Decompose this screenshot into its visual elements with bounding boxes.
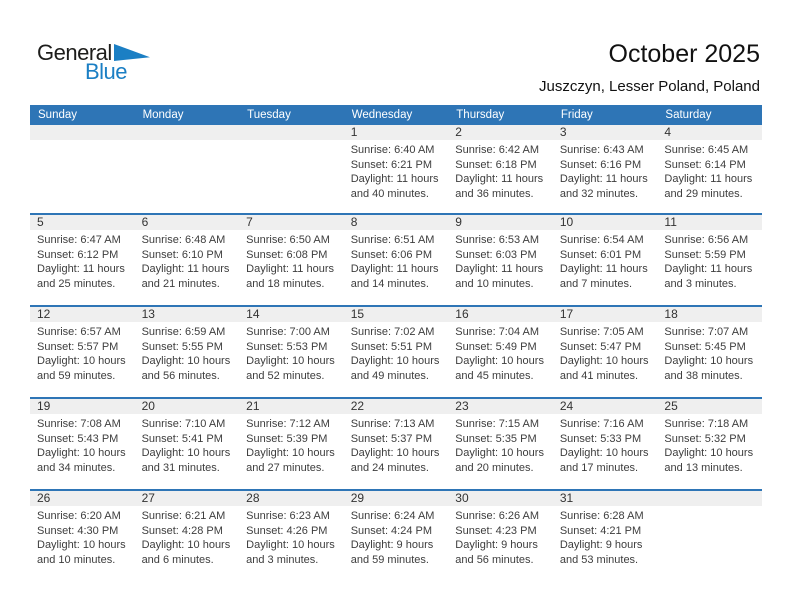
day-detail-line: and 10 minutes.: [37, 553, 116, 566]
day-detail-line: Daylight: 10 hours: [664, 447, 754, 460]
day-number: 10: [559, 215, 574, 229]
day-detail-line: Sunrise: 7:00 AM: [246, 326, 330, 338]
day-detail-line: and 59 minutes.: [350, 553, 429, 566]
empty-day-cell: [657, 506, 762, 567]
day-number: 15: [350, 307, 365, 321]
day-detail-line: Daylight: 11 hours: [350, 173, 439, 186]
day-header-wednesday: Wednesday: [351, 109, 413, 121]
empty-day-number: [657, 491, 762, 506]
day-header-tuesday: Tuesday: [247, 109, 291, 121]
day-header-friday: Friday: [560, 109, 593, 121]
day-detail-line: Sunset: 5:35 PM: [455, 432, 537, 445]
day-detail-line: Sunrise: 7:13 AM: [350, 418, 435, 430]
day-detail-line: Sunrise: 6:40 AM: [350, 144, 435, 156]
day-detail-line: and 27 minutes.: [246, 461, 325, 474]
day-detail-line: Sunset: 4:30 PM: [37, 524, 119, 537]
day-detail-line: Sunset: 6:01 PM: [559, 248, 642, 261]
day-number-band: [30, 307, 762, 322]
day-number: 29: [350, 491, 365, 505]
day-number: 6: [141, 215, 149, 229]
day-detail-line: and 40 minutes.: [350, 187, 429, 200]
day-number: 19: [37, 399, 51, 413]
day-number: 16: [455, 307, 469, 321]
day-detail-line: Sunrise: 6:45 AM: [664, 144, 749, 156]
day-cell: [344, 506, 449, 567]
logo-text-blue: Blue: [85, 59, 128, 84]
day-detail-line: Sunrise: 6:56 AM: [664, 234, 749, 246]
day-detail-line: Sunset: 5:41 PM: [141, 432, 223, 445]
day-detail-line: Sunrise: 7:04 AM: [455, 326, 540, 338]
day-detail-line: Sunrise: 7:15 AM: [455, 418, 540, 430]
day-cell: [30, 506, 135, 567]
day-cell: [448, 140, 553, 201]
day-cell: [239, 506, 344, 567]
title-block: [539, 40, 760, 95]
day-detail-line: Sunrise: 6:48 AM: [141, 234, 226, 246]
day-number: 31: [559, 491, 574, 505]
calendar-week-row: [30, 397, 762, 489]
day-detail-line: Sunset: 6:10 PM: [141, 248, 223, 261]
day-detail-line: Sunrise: 6:28 AM: [559, 510, 644, 522]
day-detail-line: Daylight: 10 hours: [246, 539, 335, 552]
day-detail-line: and 56 minutes.: [455, 553, 534, 566]
day-detail-line: Daylight: 10 hours: [141, 539, 231, 552]
day-detail-line: Sunset: 4:21 PM: [559, 524, 642, 537]
day-detail-line: Sunrise: 7:07 AM: [664, 326, 749, 338]
day-detail-line: and 18 minutes.: [246, 277, 325, 290]
day-detail-line: Daylight: 11 hours: [664, 263, 753, 276]
empty-day-number: [30, 125, 135, 140]
day-header-saturday: Saturday: [665, 109, 712, 121]
day-cell: [448, 230, 553, 291]
day-cell: [553, 506, 658, 567]
day-number: 28: [246, 491, 260, 505]
day-detail-line: Sunrise: 6:54 AM: [559, 234, 644, 246]
day-number: 17: [559, 307, 574, 321]
day-cell: [135, 230, 240, 291]
day-detail-line: Sunset: 5:59 PM: [664, 248, 746, 261]
day-detail-line: Sunrise: 6:57 AM: [37, 326, 121, 338]
month-title: October 2025: [608, 40, 760, 68]
day-detail-line: Sunset: 6:18 PM: [455, 158, 537, 171]
day-cell: [344, 230, 449, 291]
empty-day-cell: [30, 140, 135, 201]
day-number-band: [30, 399, 762, 414]
day-detail-line: and 3 minutes.: [246, 553, 319, 566]
day-detail-line: and 13 minutes.: [664, 461, 743, 474]
day-detail-line: and 25 minutes.: [37, 277, 116, 290]
day-cell: [657, 230, 762, 291]
day-detail-line: Sunset: 6:12 PM: [37, 248, 119, 261]
general-blue-logo: [37, 40, 157, 82]
day-detail-line: and 45 minutes.: [455, 369, 534, 382]
day-detail-line: Daylight: 9 hours: [559, 539, 643, 552]
day-detail-line: and 36 minutes.: [455, 187, 534, 200]
calendar-header-row: [30, 105, 762, 125]
day-number: 26: [37, 491, 51, 505]
day-detail-line: Sunrise: 6:42 AM: [455, 144, 540, 156]
day-detail-line: Sunset: 5:51 PM: [350, 340, 433, 353]
calendar-week-row: [30, 125, 762, 213]
day-number-band: [30, 215, 762, 230]
day-detail-line: Sunrise: 6:23 AM: [246, 510, 330, 522]
day-detail-line: Sunset: 5:47 PM: [559, 340, 642, 353]
day-detail-line: Daylight: 11 hours: [246, 263, 334, 276]
day-detail-line: and 32 minutes.: [559, 187, 639, 200]
day-detail-line: Sunrise: 7:05 AM: [559, 326, 644, 338]
day-detail-line: Daylight: 9 hours: [455, 539, 538, 552]
day-cell: [30, 230, 135, 291]
calendar-weeks: [30, 125, 762, 581]
day-number: 9: [455, 215, 462, 229]
day-detail-line: Sunrise: 6:51 AM: [350, 234, 435, 246]
day-detail-line: and 10 minutes.: [455, 277, 534, 290]
day-detail-line: and 31 minutes.: [141, 461, 220, 474]
day-detail-line: Daylight: 11 hours: [559, 173, 648, 186]
day-detail-line: Sunset: 5:49 PM: [455, 340, 537, 353]
day-detail-line: Sunrise: 7:18 AM: [664, 418, 749, 430]
day-detail-line: and 41 minutes.: [559, 369, 639, 382]
day-detail-line: Daylight: 11 hours: [559, 263, 648, 276]
day-cell: [553, 414, 658, 475]
calendar-week-row: [30, 489, 762, 581]
day-detail-line: Daylight: 11 hours: [141, 263, 230, 276]
day-detail-line: Sunset: 5:43 PM: [37, 432, 119, 445]
day-number: 3: [559, 125, 567, 139]
day-detail-line: Daylight: 10 hours: [246, 355, 335, 368]
day-detail-line: and 20 minutes.: [455, 461, 534, 474]
day-cell: [30, 322, 135, 383]
day-cell: [239, 414, 344, 475]
day-detail-line: Sunset: 6:16 PM: [559, 158, 642, 171]
day-detail-line: Sunrise: 6:47 AM: [37, 234, 121, 246]
day-detail-line: and 56 minutes.: [141, 369, 220, 382]
day-detail-line: Sunrise: 6:20 AM: [37, 510, 121, 522]
day-detail-line: Daylight: 10 hours: [37, 447, 126, 460]
location-subtitle: Juszczyn, Lesser Poland, Poland: [539, 78, 760, 95]
day-detail-line: Sunset: 4:23 PM: [455, 524, 537, 537]
day-cell: [239, 230, 344, 291]
day-detail-line: and 14 minutes.: [350, 277, 429, 290]
day-detail-line: and 3 minutes.: [664, 277, 737, 290]
day-cell: [657, 414, 762, 475]
day-detail-line: and 6 minutes.: [141, 553, 214, 566]
day-detail-line: Daylight: 10 hours: [141, 355, 231, 368]
day-cell: [135, 322, 240, 383]
day-detail-line: Sunset: 6:08 PM: [246, 248, 328, 261]
day-cell: [448, 506, 553, 567]
day-detail-line: Sunrise: 6:59 AM: [141, 326, 226, 338]
day-number-band: [30, 125, 762, 140]
day-detail-line: Sunrise: 6:50 AM: [246, 234, 330, 246]
day-detail-line: Sunset: 6:21 PM: [350, 158, 433, 171]
day-detail-line: and 34 minutes.: [37, 461, 116, 474]
day-cell: [135, 506, 240, 567]
day-detail-line: Daylight: 10 hours: [559, 355, 649, 368]
day-cell: [553, 140, 658, 201]
day-detail-line: Sunrise: 7:02 AM: [350, 326, 435, 338]
logo-text-general: General: [37, 40, 112, 65]
day-details-row: [30, 230, 762, 291]
day-number: 24: [559, 399, 574, 413]
day-number-band: [30, 491, 762, 506]
day-detail-line: Daylight: 11 hours: [664, 173, 753, 186]
day-number: 1: [350, 125, 358, 139]
day-detail-line: Sunrise: 7:12 AM: [246, 418, 330, 430]
day-number: 4: [664, 125, 672, 139]
day-number: 27: [141, 491, 155, 505]
day-number: 12: [37, 307, 51, 321]
empty-day-number: [239, 125, 344, 140]
day-cell: [553, 322, 658, 383]
day-detail-line: Daylight: 11 hours: [350, 263, 439, 276]
day-detail-line: and 21 minutes.: [141, 277, 220, 290]
day-detail-line: Sunrise: 7:16 AM: [559, 418, 644, 430]
day-details-row: [30, 322, 762, 383]
day-cell: [657, 322, 762, 383]
day-number: 30: [455, 491, 469, 505]
day-detail-line: Daylight: 10 hours: [350, 355, 440, 368]
day-number: 14: [246, 307, 260, 321]
day-detail-line: Sunset: 5:32 PM: [664, 432, 746, 445]
day-cell: [448, 414, 553, 475]
calendar-table: [30, 105, 762, 581]
day-number: 5: [37, 215, 44, 229]
day-detail-line: and 38 minutes.: [664, 369, 743, 382]
day-detail-line: Sunrise: 7:08 AM: [37, 418, 121, 430]
day-header-monday: Monday: [142, 109, 184, 121]
day-detail-line: Sunrise: 6:24 AM: [350, 510, 435, 522]
day-detail-line: Sunset: 5:55 PM: [141, 340, 223, 353]
day-detail-line: Sunset: 5:39 PM: [246, 432, 328, 445]
day-detail-line: Daylight: 10 hours: [455, 355, 544, 368]
day-number: 25: [664, 399, 678, 413]
day-detail-line: Sunset: 5:53 PM: [246, 340, 328, 353]
day-detail-line: Sunset: 4:24 PM: [350, 524, 433, 537]
day-number: 18: [664, 307, 678, 321]
calendar-week-row: [30, 305, 762, 397]
day-detail-line: and 59 minutes.: [37, 369, 116, 382]
day-detail-line: and 17 minutes.: [559, 461, 639, 474]
day-header-sunday: Sunday: [38, 109, 78, 121]
day-detail-line: Daylight: 10 hours: [455, 447, 544, 460]
day-detail-line: and 7 minutes.: [559, 277, 632, 290]
day-detail-line: Daylight: 11 hours: [37, 263, 125, 276]
day-detail-line: Sunset: 4:28 PM: [141, 524, 223, 537]
empty-day-cell: [239, 140, 344, 201]
day-detail-line: Sunset: 5:45 PM: [664, 340, 746, 353]
day-number: 21: [246, 399, 260, 413]
day-number: 11: [664, 215, 677, 229]
empty-day-number: [135, 125, 240, 140]
day-detail-line: Daylight: 9 hours: [350, 539, 434, 552]
day-detail-line: Sunrise: 6:26 AM: [455, 510, 540, 522]
day-detail-line: and 29 minutes.: [664, 187, 743, 200]
day-detail-line: Sunset: 6:06 PM: [350, 248, 433, 261]
day-number: 23: [455, 399, 469, 413]
day-cell: [30, 414, 135, 475]
day-cell: [239, 322, 344, 383]
day-detail-line: Sunset: 6:03 PM: [455, 248, 537, 261]
day-detail-line: Daylight: 10 hours: [664, 355, 754, 368]
day-detail-line: and 24 minutes.: [350, 461, 429, 474]
day-details-row: [30, 506, 762, 567]
day-detail-line: Daylight: 11 hours: [455, 263, 544, 276]
day-detail-line: Sunrise: 6:21 AM: [141, 510, 226, 522]
day-detail-line: Sunset: 5:37 PM: [350, 432, 433, 445]
day-cell: [344, 322, 449, 383]
day-details-row: [30, 140, 762, 201]
day-detail-line: and 53 minutes.: [559, 553, 639, 566]
calendar-week-row: [30, 213, 762, 305]
day-number: 22: [350, 399, 365, 413]
day-cell: [448, 322, 553, 383]
day-detail-line: Sunset: 5:33 PM: [559, 432, 642, 445]
day-number: 13: [141, 307, 155, 321]
empty-day-cell: [135, 140, 240, 201]
day-detail-line: Daylight: 10 hours: [141, 447, 231, 460]
day-detail-line: Daylight: 11 hours: [455, 173, 544, 186]
day-detail-line: Daylight: 10 hours: [37, 539, 126, 552]
day-number: 8: [350, 215, 358, 229]
day-detail-line: Sunrise: 7:10 AM: [141, 418, 226, 430]
day-number: 2: [455, 125, 462, 139]
day-detail-line: Sunset: 6:14 PM: [664, 158, 746, 171]
day-detail-line: Daylight: 10 hours: [350, 447, 440, 460]
day-detail-line: Sunset: 4:26 PM: [246, 524, 328, 537]
day-cell: [135, 414, 240, 475]
day-detail-line: Sunrise: 6:43 AM: [559, 144, 644, 156]
day-cell: [344, 414, 449, 475]
day-cell: [657, 140, 762, 201]
day-number: 7: [246, 215, 253, 229]
day-detail-line: Sunset: 5:57 PM: [37, 340, 119, 353]
day-cell: [344, 140, 449, 201]
day-cell: [553, 230, 658, 291]
day-details-row: [30, 414, 762, 475]
day-detail-line: Daylight: 10 hours: [559, 447, 649, 460]
day-detail-line: Daylight: 10 hours: [246, 447, 335, 460]
day-number: 20: [141, 399, 155, 413]
day-detail-line: and 49 minutes.: [350, 369, 429, 382]
day-detail-line: Sunrise: 6:53 AM: [455, 234, 540, 246]
day-detail-line: and 52 minutes.: [246, 369, 325, 382]
day-detail-line: Daylight: 10 hours: [37, 355, 126, 368]
day-header-thursday: Thursday: [456, 109, 505, 121]
